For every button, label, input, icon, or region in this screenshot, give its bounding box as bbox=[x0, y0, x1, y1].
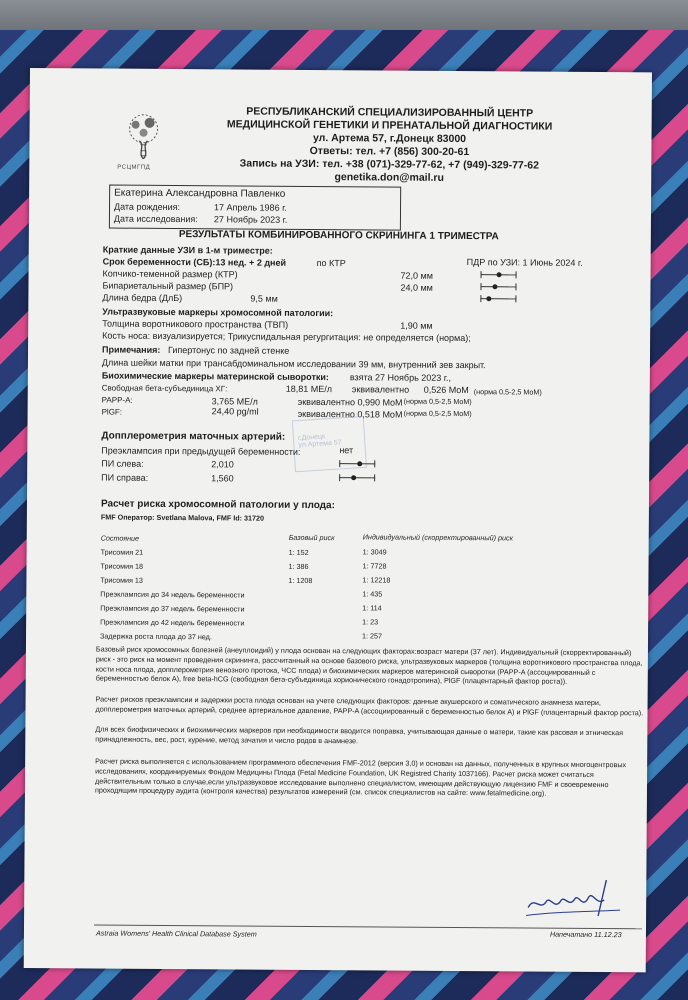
plgf-value: 24,40 pg/ml bbox=[211, 406, 259, 417]
logo-caption: РСЦМГПД bbox=[117, 164, 151, 171]
bio-heading: Биохимические маркеры материнской сыворотки: bbox=[101, 370, 329, 383]
col-state-header: Состояние bbox=[100, 533, 140, 543]
birth-date-label: Дата рождения: bbox=[113, 201, 181, 213]
preeclampsia-paragraph: Расчет рисков преэклампсии и задержки роста плода основан на учете следующих факторов: данные акушерского и соматического анамнеза матери, допплерометрия маточных артерий, среднее артериальное давление, PAPP-A (ассоциированный с беременностью белок А) и PlGF (плацентарный фактор роста). bbox=[95, 694, 644, 718]
pi-left-gauge bbox=[339, 460, 375, 468]
table-row-individual: 1: 435 bbox=[362, 589, 383, 599]
col-base-header: Базовый риск bbox=[288, 532, 335, 543]
papp-value: 3,765 МЕ/л bbox=[211, 396, 258, 407]
patient-name: Екатерина Александровна Павленко bbox=[114, 187, 286, 200]
hcg-norm: (норма 0,5-2,5 MoM) bbox=[473, 387, 542, 397]
tvp-label: Толщина воротникового пространства (ТВП) bbox=[102, 318, 289, 330]
table-row-individual: 1: 114 bbox=[362, 603, 382, 613]
footer-system: Astraia Womens' Health Clinical Database System bbox=[95, 928, 257, 939]
notes-label: Примечания: bbox=[102, 344, 161, 355]
due-date: ПДР по УЗИ: 1 Июнь 2024 г. bbox=[466, 257, 583, 268]
preeclampsia-history-value: нет bbox=[339, 445, 354, 456]
gestation-term-method: по КТР bbox=[316, 258, 346, 269]
femur-value: 9,5 мм bbox=[250, 293, 278, 304]
hcg-value: 18,81 МЕ/л bbox=[285, 383, 333, 395]
table-row-state: Задержка роста плода до 37 нед. bbox=[100, 631, 212, 642]
bio-taken-date: взята 27 Ноябрь 2023 г., bbox=[349, 372, 452, 383]
ktr-value: 72,0 мм bbox=[400, 270, 434, 281]
plgf-norm: (норма 0,5-2,5 MoM) bbox=[403, 408, 472, 419]
table-row-base: 1: 386 bbox=[288, 561, 309, 571]
exam-date-label: Дата исследования: bbox=[113, 213, 198, 225]
footer-printed: Напечатано 11.12.23 bbox=[549, 929, 622, 940]
risk-heading: Расчет риска хромосомной патологии у плода: bbox=[100, 498, 335, 512]
patient-info-box bbox=[109, 185, 401, 231]
center-usi-phone: Запись на УЗИ: тел. +38 (071)-329-77-62, +7 (949)-329-77-62 bbox=[239, 157, 540, 172]
femur-label: Длина бедра (ДлБ) bbox=[102, 292, 183, 304]
table-row-state: Преэклампсия до 42 недель беременности bbox=[100, 617, 245, 628]
bpr-label: Бипариетальный размер (БПР) bbox=[102, 280, 234, 292]
hcg-mom: 0,526 MoM bbox=[423, 384, 469, 396]
ktr-label: Копчико-теменной размер (КТР) bbox=[102, 268, 238, 280]
papp-label: PAPP-A: bbox=[101, 395, 133, 405]
doppler-heading: Допплерометрия маточных артерий: bbox=[101, 430, 286, 443]
pi-left-value: 2,010 bbox=[211, 459, 234, 470]
table-row-individual: 1: 12218 bbox=[362, 575, 391, 585]
table-surface bbox=[0, 0, 688, 30]
col-individual-header: Индивидуальный (скорректированный) риск bbox=[362, 532, 514, 543]
papp-norm: (норма 0,5-2,5 MoM) bbox=[403, 396, 472, 407]
tvp-value: 1,90 мм bbox=[400, 320, 433, 331]
center-email: genetika.don@mail.ru bbox=[334, 171, 445, 184]
document-page bbox=[24, 68, 652, 972]
nose-bone-line: Кость носа: визуализируется; Трикуспидальная регургитация: не определяется (норма); bbox=[102, 330, 471, 344]
table-row-individual: 1: 23 bbox=[362, 617, 379, 627]
hcg-label: Свободная бета-субъединица ХГ: bbox=[101, 383, 228, 394]
table-row-state: Трисомия 21 bbox=[100, 547, 144, 557]
gestation-term: Срок беременности (СБ):13 нед. + 2 дней bbox=[102, 256, 287, 268]
exam-date-value: 27 Ноябрь 2023 г. bbox=[213, 214, 288, 225]
center-answers-phone: Ответы: тел. +7 (856) 300-20-61 bbox=[309, 144, 470, 159]
bpr-value: 24,0 мм bbox=[400, 282, 433, 293]
pi-right-value: 1,560 bbox=[211, 473, 234, 484]
birth-date-value: 17 Апрель 1986 г. bbox=[213, 202, 287, 213]
signature-icon bbox=[524, 871, 634, 922]
tree-dna-logo-icon bbox=[115, 111, 171, 171]
papp-equivalent: эквивалентно 0,990 MoM bbox=[297, 396, 403, 408]
faded-stamp: г.Донецк ул.Артема 57 bbox=[292, 416, 367, 472]
usi-heading: Краткие данные УЗИ в 1-м триместре: bbox=[102, 244, 273, 256]
center-name-line2: МЕДИЦИНСКОЙ ГЕНЕТИКИ И ПРЕНАТАЛЬНОЙ ДИАГНОСТИКИ bbox=[226, 118, 553, 133]
table-row-state: Трисомия 13 bbox=[100, 575, 143, 585]
correction-paragraph: Для всех биофизических и биохимических маркеров при необходимости вводится поправка, учитывающая данные о матери, такие как расовая и этническая принадлежность, вес, рост, курение, метод зачатия и число родов в анамнезе. bbox=[95, 724, 624, 746]
hcg-equivalent: эквивалентно bbox=[351, 384, 410, 395]
table-row-state: Преэклампсия до 37 недель беременности bbox=[100, 603, 245, 614]
plgf-equivalent: эквивалентно 0,518 MoM bbox=[297, 408, 403, 420]
table-row-base: 1: 152 bbox=[288, 547, 309, 557]
plgf-label: PlGF: bbox=[101, 407, 123, 417]
center-address: ул. Артема 57, г.Донецк 83000 bbox=[312, 131, 467, 146]
bpr-range-gauge bbox=[480, 283, 516, 291]
table-row-state: Трисомия 18 bbox=[100, 561, 144, 571]
fmf-operator: FMF Оператор: Svetlana Malova, FMF Id: 31720 bbox=[100, 512, 265, 523]
table-row-individual: 1: 7728 bbox=[362, 561, 387, 571]
cervix-line: Длина шейки матки при трансабдоминальном исследовании 39 мм, внутренний зев закрыт. bbox=[101, 357, 486, 371]
basis-paragraph: Базовый риск хромосомных болезней (анеуплоидий) у плода основан на следующих факторах:возраст матери (37 лет). Индивидуальный (скорректированный) риск - это риск на момент проведения скрининга, рассчитанный на основе базового риска, ультразвуковых маркеров (толщина воротникового пространства плода, кости носа плода, допплерометрия венозного протока, ЧСС плода) и биохимических маркеров материнской сыворотки (PAPP-A (ассоциированный с беременностью белок A), free beta-hCG (свободная бета-субъединица хорионического гонадотропина), PlGF (плацентарный фактор роста)). bbox=[95, 644, 643, 687]
femur-range-gauge bbox=[480, 295, 516, 303]
ktr-range-gauge bbox=[481, 271, 517, 279]
table-row-individual: 1: 257 bbox=[362, 631, 383, 641]
table-row-base: 1: 1208 bbox=[288, 575, 313, 585]
report-title: РЕЗУЛЬТАТЫ КОМБИНИРОВАННОГО СКРИНИНГА 1 ТРИМЕСТРА bbox=[178, 229, 499, 243]
markers-heading: Ультразвуковые маркеры хромосомной патологии: bbox=[102, 306, 334, 319]
pi-right-label: ПИ справа: bbox=[101, 472, 149, 483]
center-name-line1: РЕСПУБЛИКАНСКИЙ СПЕЦИАЛИЗИРОВАННЫЙ ЦЕНТР bbox=[246, 105, 534, 120]
notes-value: Гипертонус по задней стенке bbox=[167, 344, 290, 356]
table-row-state: Преэклампсия до 34 недель беременности bbox=[100, 589, 245, 600]
preeclampsia-history-label: Преэклампсия при предыдущей беременности: bbox=[101, 445, 301, 457]
pi-right-gauge bbox=[339, 474, 375, 482]
software-paragraph: Расчет риска выполняется с использованием программного обеспечения FMF-2012 (версия 3,0) и основан на данных, полученных в крупных многоцентровых исследованиях, координируемых Фондом Медицины Плода (Fetal Medicine Foundation, UK Registred Charity 1037166). Расчет риска может считаться действительным только в случае,если ультразвуковое исследование выполнено специалистом, имеющим действующую лицензию FMF и своевременно проходящим процедуру аудита (контроля качества) результатов измерений (см. список специалистов на сайте: www.fetalmedicine.org). bbox=[94, 756, 627, 799]
table-row-individual: 1: 3049 bbox=[362, 547, 387, 557]
pi-left-label: ПИ слева: bbox=[101, 458, 144, 469]
